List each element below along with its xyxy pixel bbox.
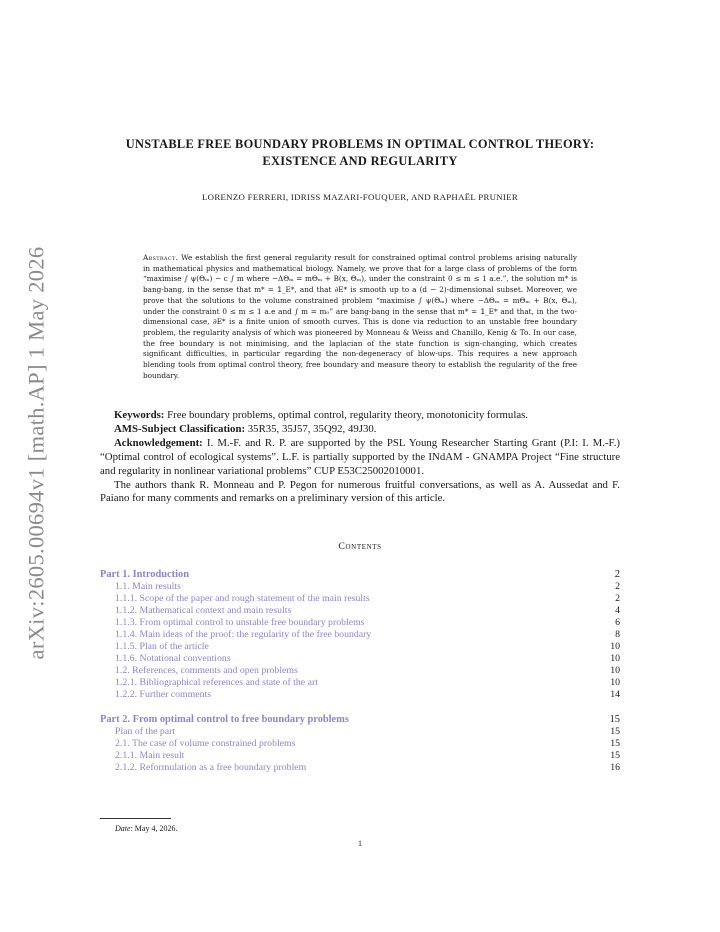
- toc-entry-page: 15: [609, 713, 620, 725]
- toc-entry[interactable]: [100, 665, 620, 677]
- toc-entry-page: 2: [615, 581, 620, 592]
- toc-entry-page: 10: [610, 641, 620, 652]
- contents-heading: Contents: [338, 541, 382, 552]
- toc-entry-title[interactable]: Part 2. From optimal control to free boundary problems: [100, 713, 349, 725]
- toc-entry-page: 14: [610, 689, 620, 700]
- front-matter: [100, 409, 620, 506]
- toc-entry[interactable]: [100, 738, 620, 750]
- toc-entry-page: 15: [610, 737, 620, 749]
- toc-entry-page: 15: [610, 725, 620, 737]
- toc-entry[interactable]: [100, 726, 620, 738]
- toc-entry[interactable]: [100, 641, 620, 653]
- toc-entry-page: 2: [615, 593, 620, 604]
- msc-label: AMS-Subject Classification:: [114, 422, 246, 435]
- paper-title: [100, 136, 620, 169]
- toc-entry-page: 10: [610, 665, 620, 676]
- msc-text: 35R35, 35J57, 35Q92, 49J30.: [247, 422, 377, 435]
- toc-entry-page: 8: [615, 629, 620, 640]
- toc-entry[interactable]: [100, 629, 620, 641]
- arxiv-stamp: [16, 246, 56, 659]
- keywords-label: Keywords:: [114, 409, 165, 421]
- toc-entry[interactable]: [100, 750, 620, 762]
- page-number: 1: [358, 839, 362, 848]
- abstract-text: We establish the first general regularity result for constrained optimal control problems arising naturally in mathematical physics and mathematical biology. Namely, we prove that for a large class of problems of the form “maximise ∫ ψ(Θₘ) − c ∫ m where −ΔΘₘ = mΘₘ + B(x, Θₘ), under the constraint 0 ≤ m ≤ 1 a.e.”, the solution m* is bang-bang, in the sense that m* = 𝟙_E*, and that ∂E* is smooth up to a (d − 2)-dimensional subset. Moreover, we prove that the solutions to the volume constrained problem “maximise ∫ ψ(Θₘ) where −ΔΘₘ = mΘₘ + B(x, Θₘ), under the constraint 0 ≤ m ≤ 1 a.e and ∫ m = m₀” are bang-bang in the sense that m* = 𝟙_E* and that, in the two-dimensional case, ∂E* is a finite union of smooth curves. This is done via reduction to an unstable free boundary problem, the regularity analysis of which was pioneered by Monneau & Weiss and Chanillo, Kenig & To. In our case, the free boundary is not minimising, and the laplacian of the state function is sign-changing, which creates significant difficulties, in particular regarding the non-degeneracy of blow-ups. This requires a new approach blending tools from optimal control theory, free boundary and measure theory to establish the regularity of the free boundary.: [143, 253, 577, 380]
- toc-entry-title[interactable]: 1.2.2. Further comments: [115, 689, 212, 700]
- toc-entry-page: 6: [615, 617, 620, 628]
- footnote-rule: [100, 818, 171, 819]
- toc-entry[interactable]: [100, 581, 620, 593]
- toc-entry[interactable]: [100, 762, 620, 774]
- msc-line: [100, 423, 620, 437]
- toc-entry-page: 15: [610, 749, 620, 761]
- toc-entry-title[interactable]: 1.1.5. Plan of the article: [115, 641, 209, 652]
- acknowledgement-line: [100, 437, 620, 479]
- acknowledgement-text: I. M.-F. and R. P. are supported by the PSL Young Researcher Starting Grant (P.I: I. M.-F.) “Optimal control of ecological systems”. L.F. is partially supported by the INdAM - GNAMPA Project “Fine structure and regularity in nonlinear variational problems” CUP E53C25002010001.: [100, 436, 620, 477]
- toc-entry[interactable]: [100, 677, 620, 689]
- toc-entry-title[interactable]: 2.1.1. Main result: [115, 749, 185, 761]
- toc-entry-title[interactable]: Plan of the part: [115, 725, 176, 737]
- title-line-1: UNSTABLE FREE BOUNDARY PROBLEMS IN OPTIMAL CONTROL THEORY:: [125, 137, 595, 151]
- title-line-2: EXISTENCE AND REGULARITY: [262, 153, 458, 168]
- toc-entry-title[interactable]: 1.1.2. Mathematical context and main results: [115, 605, 292, 616]
- toc-entry[interactable]: [100, 617, 620, 629]
- abstract: [143, 253, 577, 381]
- toc-entry[interactable]: [100, 593, 620, 605]
- table-of-contents: [100, 569, 620, 774]
- toc-entry-title[interactable]: 2.1. The case of volume constrained problems: [115, 737, 296, 749]
- toc-entry-page: 16: [610, 761, 620, 773]
- footnote-text: : May 4, 2026.: [130, 824, 178, 833]
- toc-entry-title[interactable]: 1.1.6. Notational conventions: [115, 653, 231, 664]
- keywords-text: Free boundary problems, optimal control, regularity theory, monotonicity formulas.: [167, 409, 529, 421]
- toc-entry[interactable]: [100, 569, 620, 581]
- toc-entry[interactable]: [100, 605, 620, 617]
- authors: LORENZO FERRERI, IDRISS MAZARI-FOUQUER, AND RAPHAËL PRUNIER: [202, 192, 518, 202]
- arxiv-stamp-text: arXiv:2605.00694v1 [math.AP] 1 May 2026: [23, 246, 49, 659]
- toc-entry-title[interactable]: 2.1.2. Reformulation as a free boundary problem: [115, 761, 307, 773]
- toc-entry-title[interactable]: Part 1. Introduction: [100, 569, 189, 580]
- toc-entry-title[interactable]: 1.2. References, comments and open problems: [115, 665, 298, 676]
- thanks-paragraph: The authors thank R. Monneau and P. Pegon for numerous fruitful conversations, as well as A. Aussedat and F. Paiano for many comments and remarks on a preliminary version of this article.: [100, 478, 620, 505]
- footnote-label: Date: [115, 824, 131, 833]
- toc-entry-title[interactable]: 1.1.3. From optimal control to unstable free boundary problems: [115, 617, 365, 628]
- toc-entry[interactable]: [100, 689, 620, 701]
- toc-entry-title[interactable]: 1.2.1. Bibliographical references and state of the art: [115, 677, 318, 688]
- keywords-line: [100, 409, 620, 423]
- toc-entry-page: 2: [614, 569, 620, 580]
- toc-spacer: [100, 701, 620, 714]
- toc-entry-title[interactable]: 1.1.4. Main ideas of the proof: the regularity of the free boundary: [115, 629, 372, 640]
- toc-entry-title[interactable]: 1.1.1. Scope of the paper and rough statement of the main results: [115, 593, 370, 604]
- acknowledgement-label: Acknowledgement:: [114, 436, 203, 449]
- toc-entry[interactable]: [100, 714, 620, 726]
- toc-entry-page: 10: [610, 677, 620, 688]
- toc-entry[interactable]: [100, 653, 620, 665]
- toc-entry-title[interactable]: 1.1. Main results: [115, 581, 181, 592]
- toc-entry-page: 10: [610, 653, 620, 664]
- toc-entry-page: 4: [615, 605, 620, 616]
- footnote: [115, 824, 177, 833]
- abstract-heading: Abstract.: [143, 253, 179, 262]
